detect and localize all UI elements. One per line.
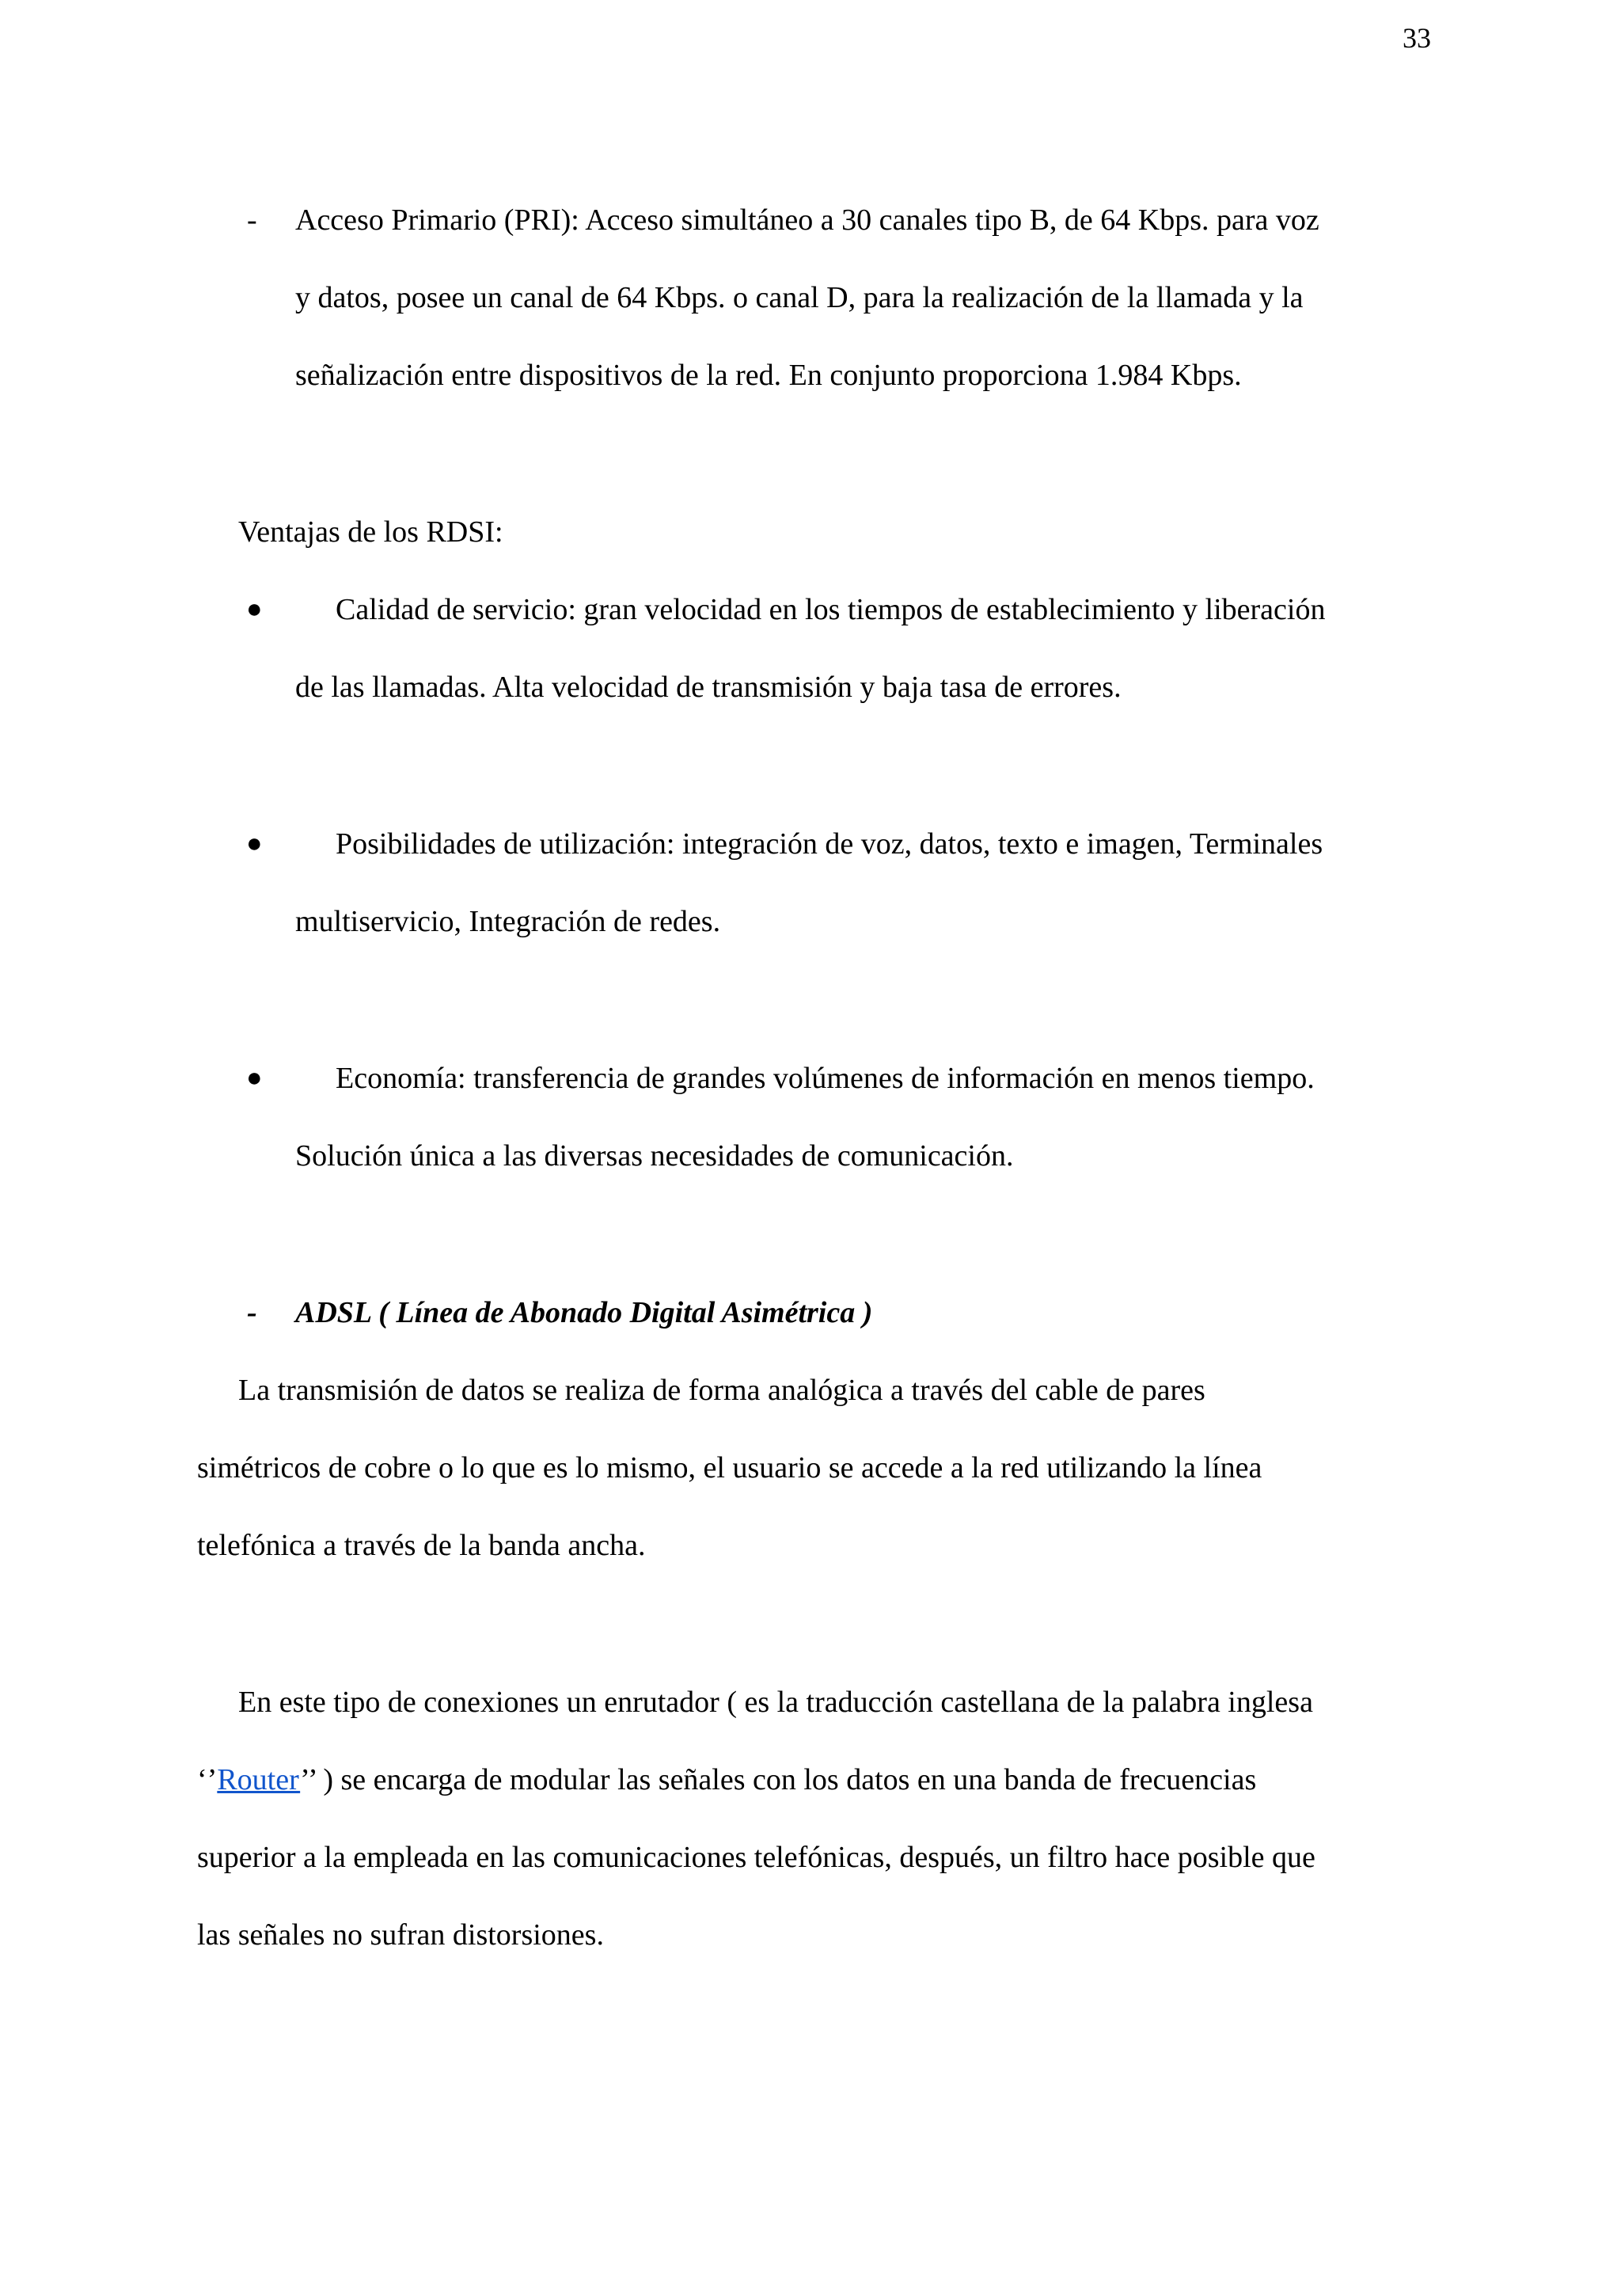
adsl-paragraph-2-line-1: En este tipo de conexiones un enrutador ( es la traducción castellana de la palabra inglesa [238, 1686, 1313, 1719]
bullet-icon: ● [246, 829, 263, 858]
page-number: 33 [1403, 22, 1431, 54]
advantage-item-quality-line-2: de las llamadas. Alta velocidad de transmisión y baja tasa de errores. [295, 671, 1122, 704]
adsl-dash-marker: - [247, 1296, 257, 1329]
advantage-item-economy-line-2: Solución única a las diversas necesidades de comunicación. [295, 1139, 1014, 1173]
pri-text-line-1: Acceso Primario (PRI): Acceso simultáneo a 30 canales tipo B, de 64 Kbps. para voz [295, 203, 1319, 237]
adsl-paragraph-2-line-3: superior a la empleada en las comunicaciones telefónicas, después, un filtro hace posible que [197, 1841, 1315, 1874]
advantage-item-usage-line-2: multiservicio, Integración de redes. [295, 905, 721, 938]
advantages-heading: Ventajas de los RDSI: [238, 515, 503, 549]
adsl-title: ADSL ( Línea de Abonado Digital Asimétrica ) [295, 1296, 873, 1329]
adsl-paragraph-1-line-1: La transmisión de datos se realiza de forma analógica a través del cable de pares [238, 1374, 1205, 1407]
advantage-item-quality-line-1: Calidad de servicio: gran velocidad en los tiempos de establecimiento y liberación [336, 593, 1326, 626]
line-2-rest: ’’ ) se encarga de modular las señales con los datos en una banda de frecuencias [300, 1763, 1257, 1796]
bullet-icon: ● [246, 595, 263, 624]
router-link[interactable]: Router [217, 1763, 301, 1796]
adsl-paragraph-2-line-4: las señales no sufran distorsiones. [197, 1918, 604, 1952]
open-quote: ‘’ [197, 1763, 218, 1796]
pri-text-line-2: y datos, posee un canal de 64 Kbps. o canal D, para la realización de la llamada y la [295, 281, 1304, 314]
pri-text-line-3: señalización entre dispositivos de la red. En conjunto proporciona 1.984 Kbps. [295, 359, 1242, 392]
adsl-paragraph-2-line-2 [197, 1761, 1256, 1799]
bullet-icon: ● [246, 1063, 263, 1093]
pri-dash-marker: - [247, 203, 257, 237]
advantage-item-economy-line-1: Economía: transferencia de grandes volúmenes de información en menos tiempo. [336, 1062, 1315, 1095]
adsl-paragraph-1-line-2: simétricos de cobre o lo que es lo mismo, el usuario se accede a la red utilizando la línea [197, 1451, 1262, 1484]
adsl-paragraph-1-line-3: telefónica a través de la banda ancha. [197, 1529, 646, 1562]
advantage-item-usage-line-1: Posibilidades de utilización: integración de voz, datos, texto e imagen, Terminales [336, 827, 1323, 861]
